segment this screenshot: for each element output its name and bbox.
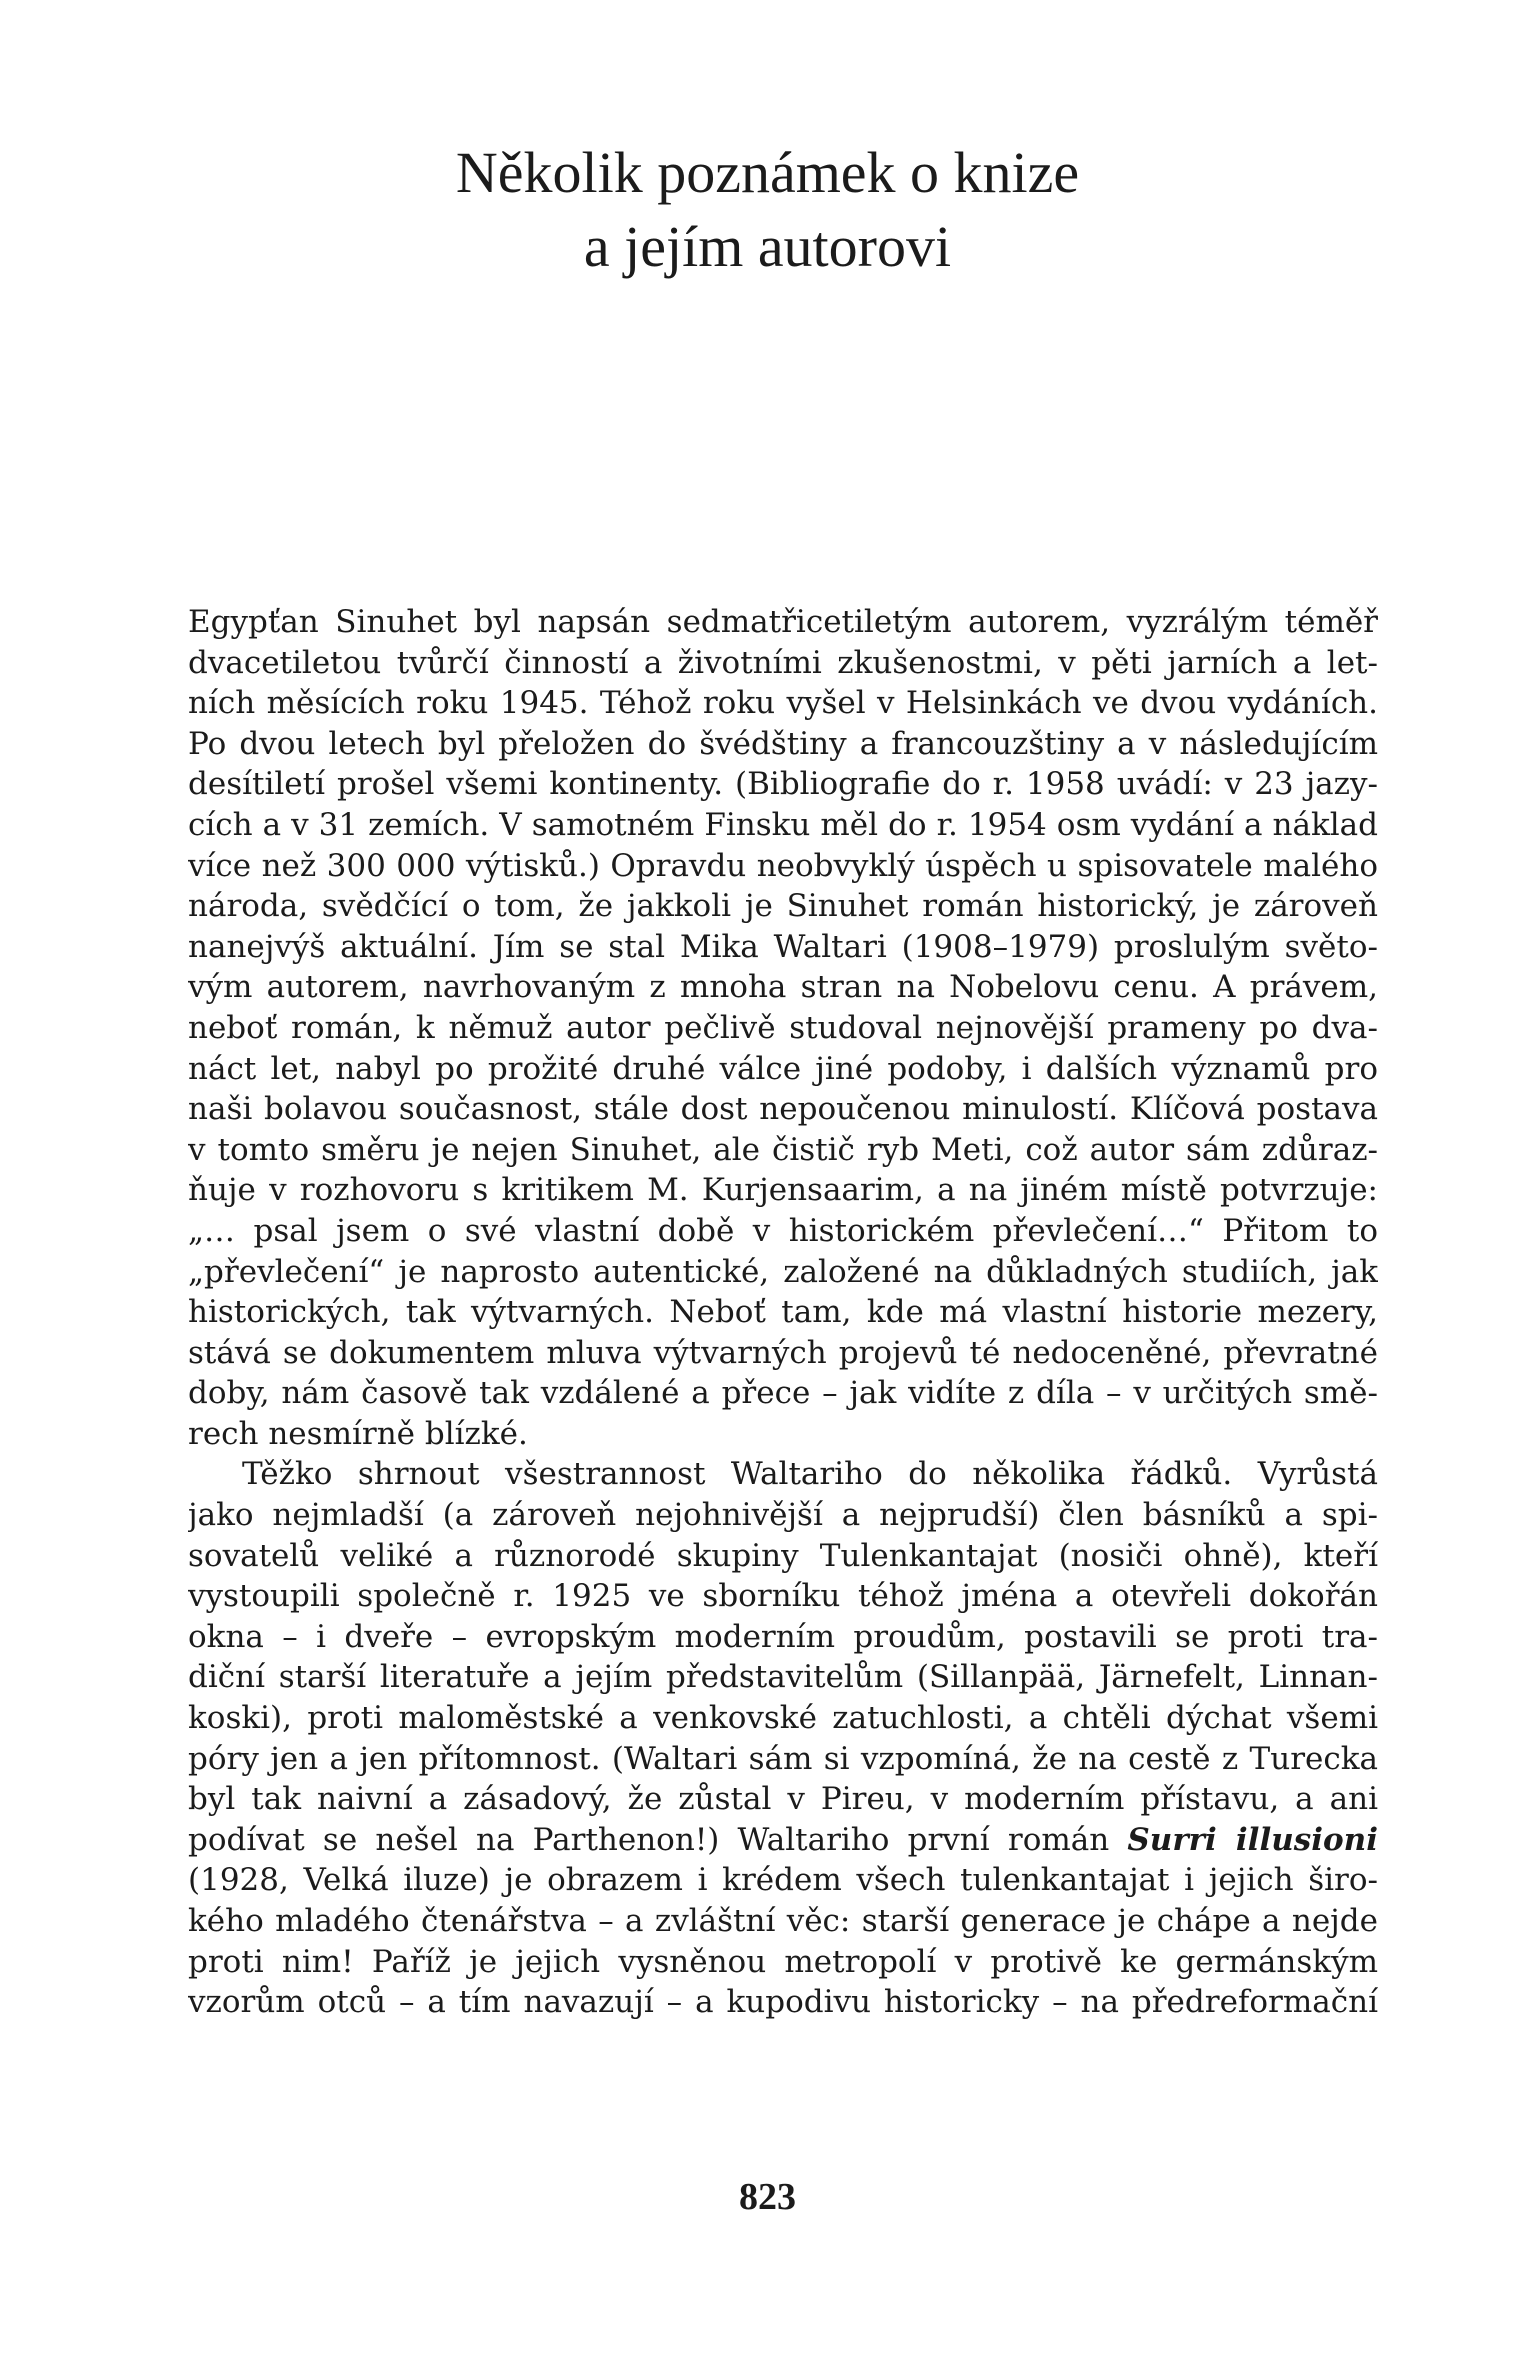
- text-line: byl tak naivní a zásadový, že zůstal v Pireu, v moderním přístavu, a ani: [188, 1781, 1378, 1818]
- text-line: [188, 1820, 1378, 1861]
- book-title: Surri illusioni: [1127, 1821, 1378, 1858]
- text-line: doby, nám časově tak vzdálené a přece – jak vidíte z díla – v určitých smě-: [188, 1375, 1378, 1412]
- text-line: desítiletí prošel všemi kontinenty. (Bibliografie do r. 1958 uvádí: v 23 jazy-: [188, 766, 1378, 803]
- chapter-title: [0, 136, 1535, 284]
- text-line: naši bolavou současnost, stále dost nepoučenou minulostí. Klíčová postava: [188, 1091, 1378, 1128]
- text-line: více než 300 000 výtisků.) Opravdu neobvyklý úspěch u spisovatele malého: [188, 847, 1378, 884]
- text-line: (1928, Velká iluze) je obrazem i krédem všech tulenkantajat i jejich širo-: [188, 1862, 1378, 1899]
- text-line: Egypťan Sinuhet byl napsán sedmatřicetiletým autorem, vyzrálým téměř: [188, 604, 1378, 640]
- text-line: národa, svědčící o tom, že jakkoli je Sinuhet román historický, je zároveň: [188, 888, 1378, 925]
- body-text: [188, 602, 1378, 2023]
- text-line: ních měsících roku 1945. Téhož roku vyšel v Helsinkách ve dvou vydáních.: [188, 685, 1378, 722]
- chapter-title-line-2: a jejím autorovi: [583, 214, 952, 279]
- text-line: „… psal jsem o své vlastní době v historickém převlečení…“ Přitom to: [188, 1212, 1378, 1249]
- text-line: neboť román, k němuž autor pečlivě studoval nejnovější prameny po dva-: [188, 1009, 1378, 1046]
- text-line: proti nim! Paříž je jejich vysněnou metropolí v protivě ke germánským: [188, 1943, 1378, 1980]
- text-line: vystoupili společně r. 1925 ve sborníku téhož jména a otevřeli dokořán: [188, 1578, 1378, 1615]
- text-line: historických, tak výtvarných. Neboť tam, kde má vlastní historie mezery,: [188, 1294, 1378, 1331]
- text-line: ňuje v rozhovoru s kritikem M. Kurjensaarim, a na jiném místě potvrzuje:: [188, 1172, 1378, 1209]
- text-line: náct let, nabyl po prožité druhé válce jiné podoby, i dalších významů pro: [188, 1050, 1378, 1087]
- text-line: Těžko shrnout všestrannost Waltariho do několika řádků. Vyrůstá: [242, 1456, 1378, 1493]
- paragraph-1: [188, 602, 1378, 1454]
- text-line: dvacetiletou tvůrčí činností a životními zkušenostmi, v pěti jarních a let-: [188, 644, 1378, 681]
- text-line: „převlečení“ je naprosto autentické, založené na důkladných studiích, jak: [188, 1253, 1378, 1290]
- text-line: nanejvýš aktuální. Jím se stal Mika Waltari (1908–1979) proslulým světo-: [188, 928, 1378, 965]
- text-line: sovatelů veliké a různorodé skupiny Tulenkantajat (nosiči ohně), kteří: [188, 1537, 1378, 1574]
- text-line: vzorům otců – a tím navazují – a kupodivu historicky – na předreformační: [188, 1984, 1378, 2021]
- text-line: kého mladého čtenářstva – a zvláštní věc: starší generace je chápe a nejde: [188, 1903, 1378, 1939]
- text-line: Po dvou letech byl přeložen do švédštiny a francouzštiny a v následujícím: [188, 725, 1378, 762]
- text-line: stává se dokumentem mluva výtvarných projevů té nedoceněné, převratné: [188, 1334, 1378, 1371]
- text-line-prefix: podívat se nešel na Parthenon!) Waltariho první román: [188, 1821, 1128, 1858]
- text-line: jako nejmladší (a zároveň nejohnivější a nejprudší) člen básníků a spi-: [188, 1497, 1378, 1534]
- text-line: okna – i dveře – evropským moderním proudům, postavili se proti tra-: [188, 1618, 1378, 1655]
- chapter-title-line-1: Několik poznámek o knize: [455, 140, 1080, 205]
- paragraph-2: [188, 1454, 1378, 2022]
- text-line: diční starší literatuře a jejím představitelům (Sillanpää, Järnefelt, Linnan-: [188, 1659, 1378, 1696]
- text-line: koski), proti maloměstské a venkovské zatuchlosti, a chtěli dýchat všemi: [188, 1700, 1378, 1737]
- text-line: v tomto směru je nejen Sinuhet, ale čistič ryb Meti, což autor sám zdůraz-: [188, 1131, 1378, 1168]
- text-line: rech nesmírně blízké.: [188, 1415, 528, 1452]
- text-line: vým autorem, navrhovaným z mnoha stran na Nobelovu cenu. A právem,: [188, 969, 1378, 1006]
- text-line: póry jen a jen přítomnost. (Waltari sám si vzpomíná, že na cestě z Turecka: [188, 1740, 1378, 1777]
- text-line: cích a v 31 zemích. V samotném Finsku měl do r. 1954 osm vydání a náklad: [188, 806, 1378, 843]
- page-number: 823: [739, 2176, 796, 2218]
